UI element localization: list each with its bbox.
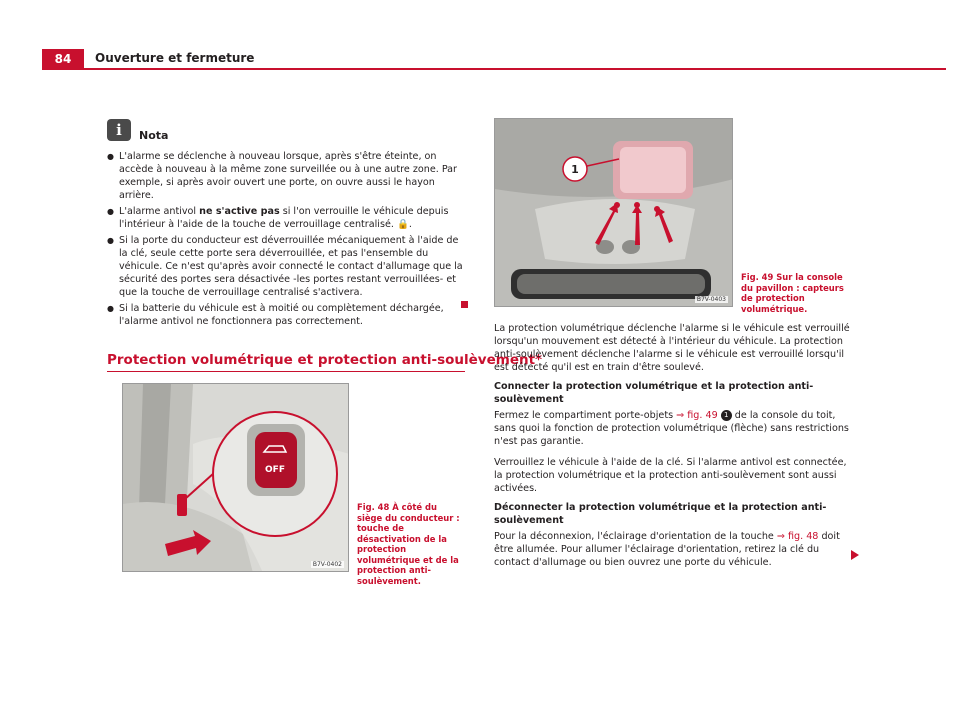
page-number: 84 [42, 49, 84, 69]
intro-paragraph: La protection volumétrique déclenche l'alarme si le véhicule est verrouillé lorsqu'un mouvement est détecté à l'intérieur du véhicule. La protection anti-soulèvement déclenche l'alarme si le véhicule est verrouillé lorsqu'il est détecté qu'il est en train d'être soulevé. [494, 323, 850, 373]
figure-48-caption: Fig. 48 À côté du siège du conducteur : touche de désactivation de la protection volumétrique et de la protection anti-soulèvement. [357, 502, 460, 586]
continue-arrow-icon [851, 550, 859, 560]
disconnect-heading: Déconnecter la protection volumétrique et la protection anti-soulèvement [494, 502, 827, 526]
roof-console-illustration [495, 119, 733, 307]
connect-paragraph-1: Fermez le compartiment porte-objets ⇒ fig. 49 1 de la console du toit, sans quoi la fonction de protection volumétrique (flèche) sans restrictions n'est pas garantie. [494, 410, 849, 447]
seat-side-illustration [123, 384, 349, 572]
figure-49-image [494, 118, 733, 307]
header-rule [42, 68, 946, 70]
note-title: Nota [139, 128, 169, 142]
note-block [107, 118, 467, 331]
callout-badge: 1 [721, 410, 732, 421]
section-rule [107, 371, 465, 372]
connect-heading: Connecter la protection volumétrique et la protection anti-soulèvement [494, 381, 814, 405]
end-marker [461, 301, 468, 308]
note-bullet: ● Si la batterie du véhicule est à moitié ou complètement déchargée, l'alarme antivol ne fonctionnera pas correctement. [107, 302, 467, 328]
disconnect-paragraph: Pour la déconnexion, l'éclairage d'orientation de la touche ⇒ fig. 48 doit être allumée. Pour allumer l'éclairage d'orientation, retirez la clé du contact d'allumage ou bien ouvrez une porte du véhicule. [494, 531, 840, 568]
chapter-title: Ouverture et fermeture [95, 51, 255, 65]
fig-49-link[interactable]: ⇒ fig. 49 [676, 410, 718, 421]
note-bullet: ● Si la porte du conducteur est déverrouillée mécaniquement à l'aide de la clé, seule cette porte sera déverrouillée, et pas l'ensemble du véhicule. Ce n'est qu'après avoir connecté le contact d'allumage que la sécurité des portes sera désactivée -les portes restant verrouillées- et que la touche de verrouillage centralisé s'activera. [107, 234, 467, 299]
info-icon: i [107, 119, 131, 141]
figure-49-caption: Fig. 49 Sur la console du pavillon : capteurs de protection volumétrique. [741, 272, 844, 314]
note-header [107, 118, 467, 142]
figure-48-code: B7V-0402 [312, 561, 342, 568]
off-button-label: OFF [265, 465, 285, 475]
section-title: Protection volumétrique et protection anti-soulèvement* [107, 352, 543, 368]
fig-48-link[interactable]: ⇒ fig. 48 [776, 531, 819, 542]
figure-48-image [122, 383, 349, 572]
body-text [494, 322, 854, 575]
note-bullet: ● L'alarme antivol ne s'active pas si l'on verrouille le véhicule depuis l'intérieur à l'aide de la touche de verrouillage centralisé. 🔒. [107, 205, 467, 231]
note-bullet: ● L'alarme se déclenche à nouveau lorsque, après s'être éteinte, on accède à nouveau à la même zone surveillée ou à une autre zone. Par exemple, si après avoir ouvert une porte, on ouvre aussi le hayon arrière. [107, 150, 467, 202]
connect-paragraph-2: Verrouillez le véhicule à l'aide de la clé. Si l'alarme antivol est connectée, la protection volumétrique et la protection anti-soulèvement sont aussi activées. [494, 457, 847, 494]
callout-1-label: 1 [571, 163, 579, 176]
figure-49-code: B7V-0403 [696, 296, 726, 303]
